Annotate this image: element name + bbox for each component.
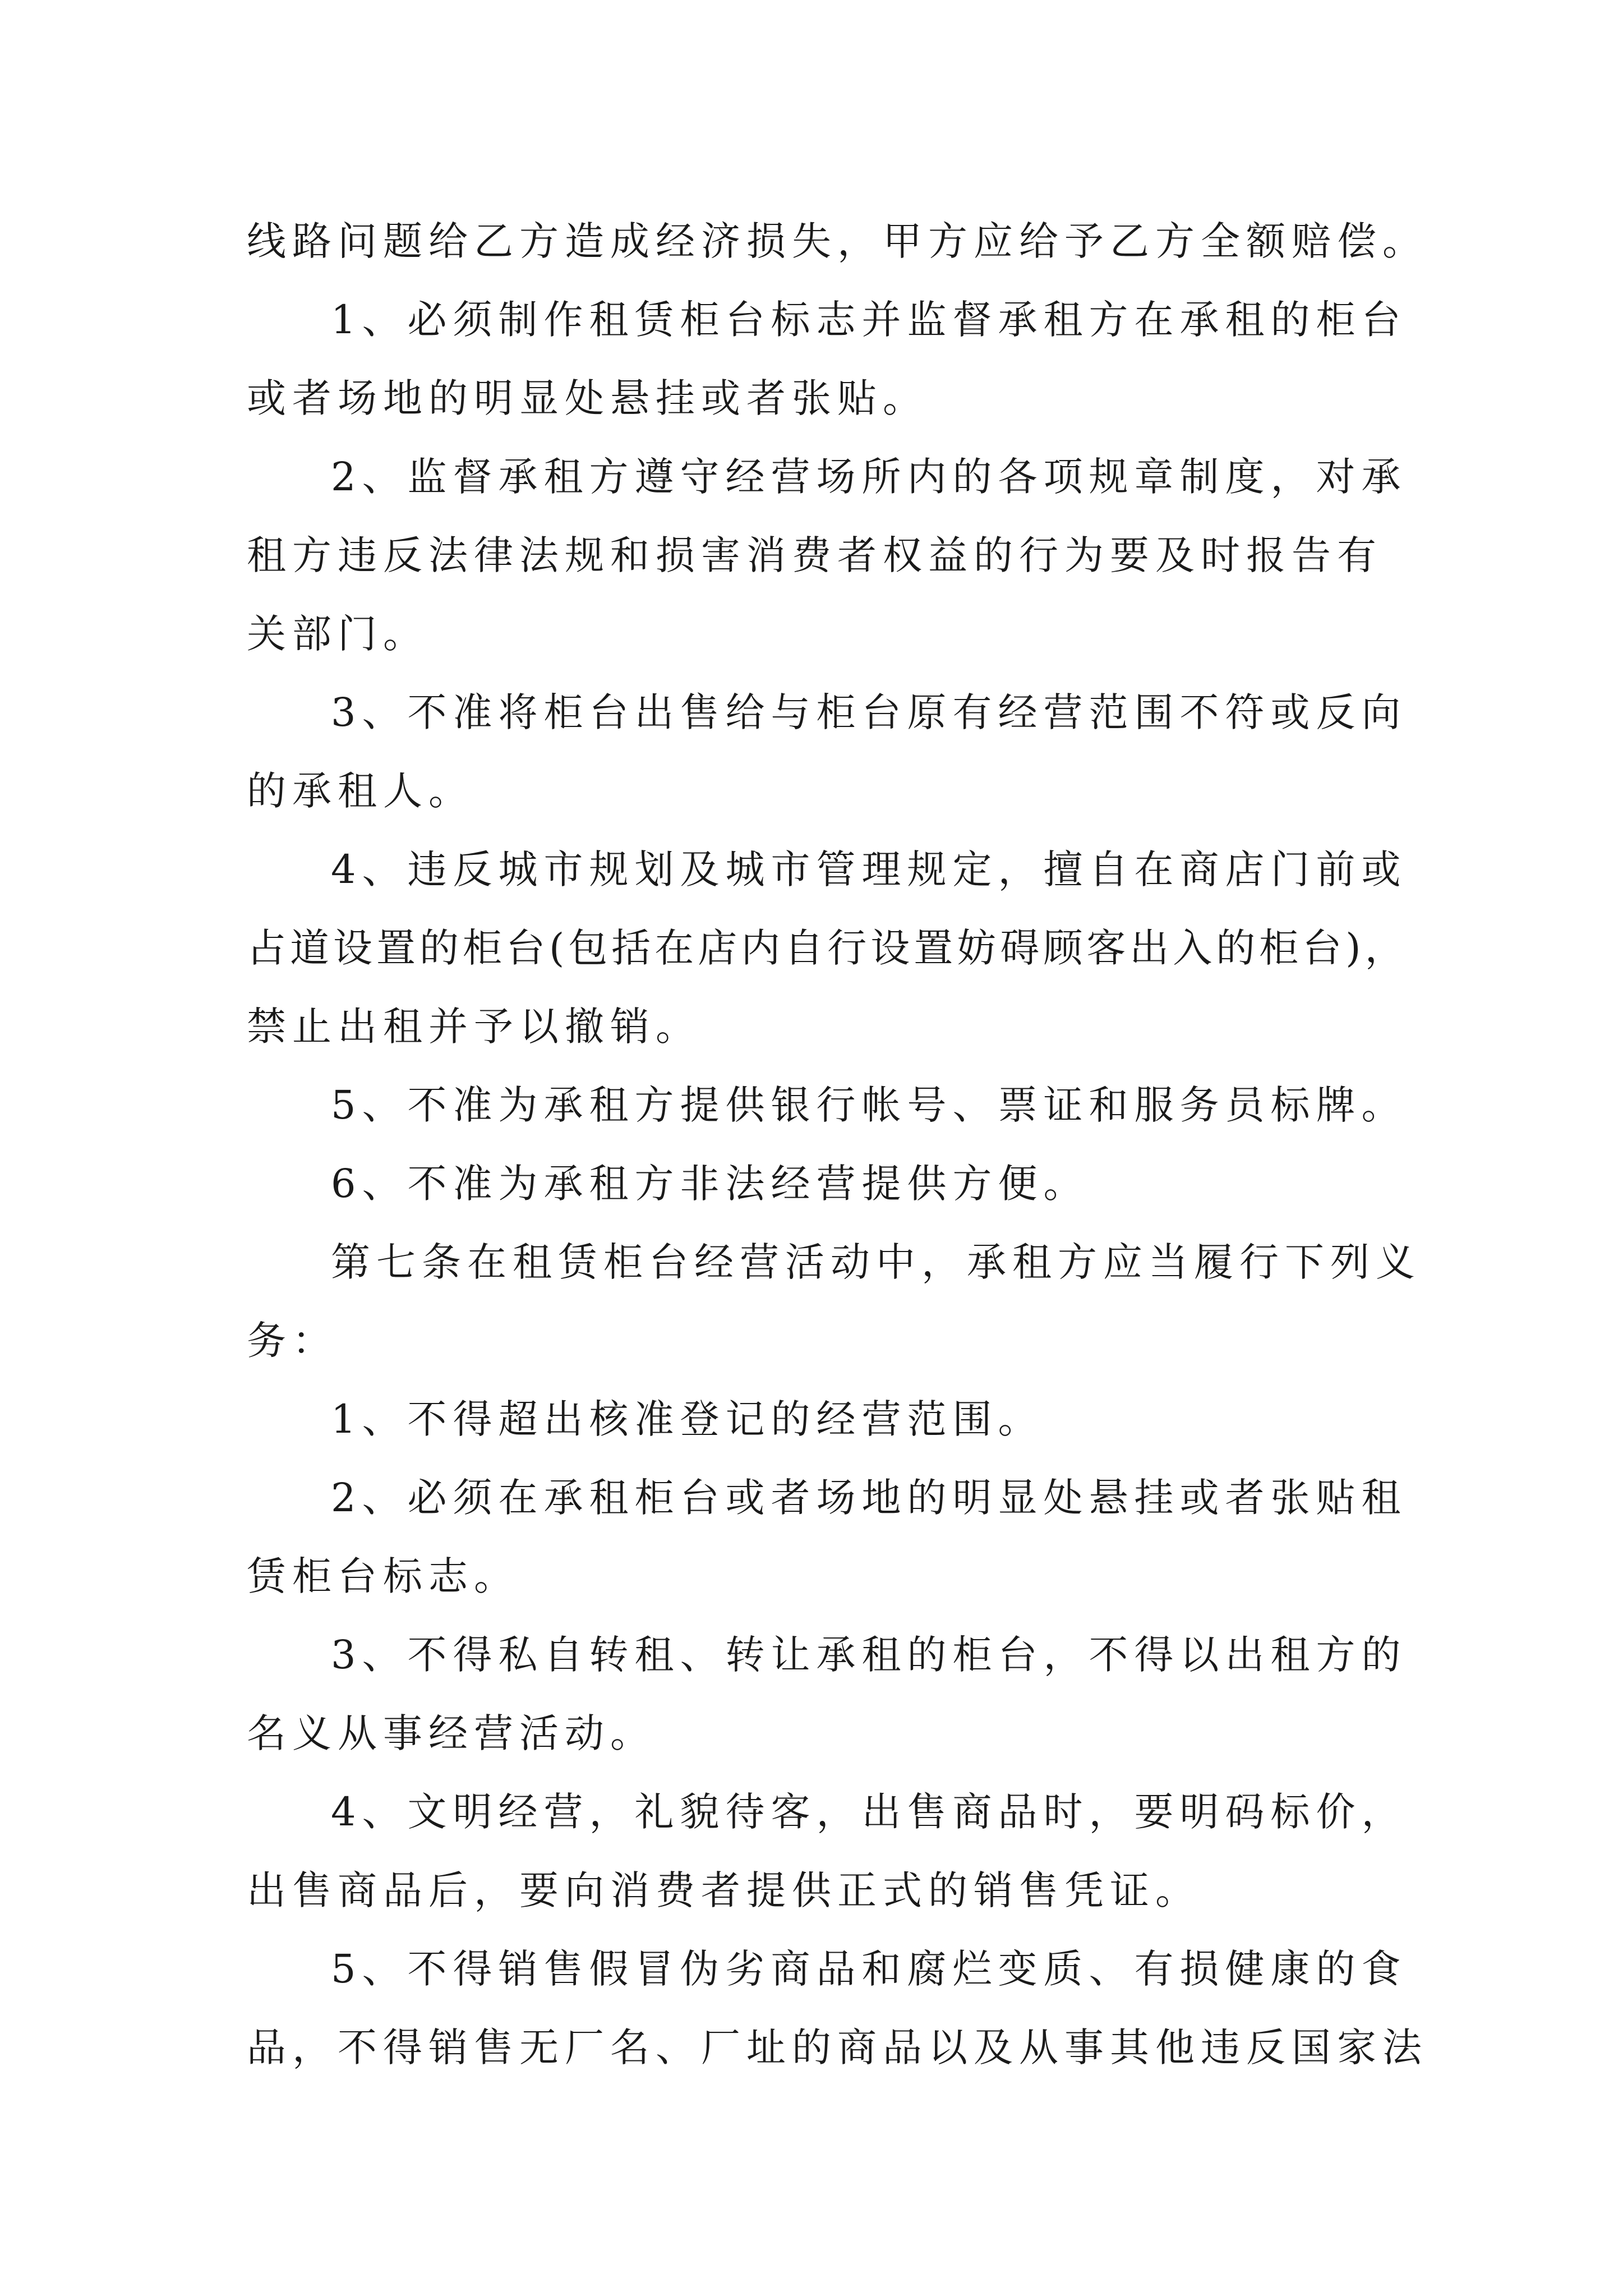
text-line: 5、不得销售假冒伪劣商品和腐烂变质、有损健康的食 [331,1946,1407,1992]
text-line: 占道设置的柜台(包括在店内自行设置妨碍顾客出入的柜台)， [247,925,1408,971]
text-line: 品，不得销售无厂名、厂址的商品以及从事其他违反国家法 [247,2024,1428,2070]
text-line: 2、必须在承租柜台或者场地的明显处悬挂或者张贴租 [331,1475,1407,1521]
text-line: 关部门。 [247,611,428,657]
text-line: 名义从事经营活动。 [247,1710,656,1756]
text-line: 出售商品后，要向消费者提供正式的销售凭证。 [247,1867,1201,1913]
text-line: 4、文明经营，礼貌待客，出售商品时，要明码标价， [331,1789,1407,1835]
text-line: 3、不得私自转租、转让承租的柜台，不得以出租方的 [331,1632,1407,1678]
text-line: 的承租人。 [247,768,474,814]
text-line: 5、不准为承租方提供银行帐号、票证和服务员标牌。 [331,1082,1407,1128]
text-line: 赁柜台标志。 [247,1553,519,1599]
text-line: 1、不得超出核准登记的经营范围。 [331,1396,1044,1442]
text-line: 务： [247,1318,338,1364]
text-line: 2、监督承租方遵守经营场所内的各项规章制度，对承 [331,454,1407,500]
text-line: 租方违反法律法规和损害消费者权益的行为要及时报告有 [247,532,1382,578]
text-line: 6、不准为承租方非法经营提供方便。 [331,1161,1089,1207]
text-line: 禁止出租并予以撤销。 [247,1004,701,1050]
text-line: 3、不准将柜台出售给与柜台原有经营范围不符或反向 [331,689,1407,735]
text-line: 4、违反城市规划及城市管理规定，擅自在商店门前或 [331,846,1407,892]
text-line: 线路问题给乙方造成经济损失，甲方应给予乙方全额赔偿。 [247,218,1428,264]
text-line: 1、必须制作租赁柜台标志并监督承租方在承租的柜台 [331,297,1407,343]
text-line: 第七条在租赁柜台经营活动中，承租方应当履行下列义 [331,1239,1421,1285]
text-line: 或者场地的明显处悬挂或者张贴。 [247,375,928,421]
